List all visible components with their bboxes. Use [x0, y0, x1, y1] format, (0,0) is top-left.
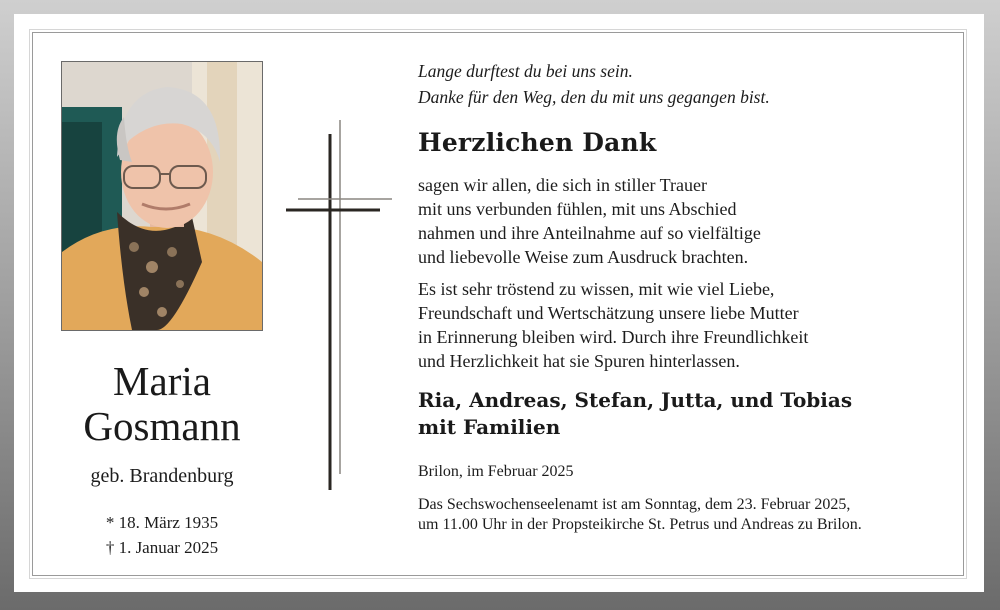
- deceased-name-block: [44, 359, 280, 560]
- life-dates: [44, 510, 280, 560]
- message-column: [418, 58, 968, 535]
- motto-line: Danke für den Weg, den du mit uns gegangen bist.: [418, 87, 770, 107]
- birth-date: * 18. März 1935: [105, 513, 219, 532]
- portrait-illustration: [62, 62, 262, 330]
- cross-icon: [284, 118, 394, 498]
- paragraph-line: nahmen und ihre Anteilnahme auf so vielfältige: [418, 223, 761, 243]
- heading: Herzlichen Dank: [418, 128, 657, 157]
- first-name: Maria: [113, 358, 211, 404]
- signers: [418, 387, 968, 441]
- paragraph-line: und liebevolle Weise zum Ausdruck brachten.: [418, 247, 749, 267]
- signers-line: Ria, Andreas, Stefan, Jutta, und Tobias: [418, 388, 853, 412]
- notice-line: Das Sechswochenseelenamt ist am Sonntag, dem 23. Februar 2025,: [418, 496, 851, 513]
- last-name: Gosmann: [83, 403, 241, 449]
- mass-notice: [418, 495, 968, 535]
- paragraph-line: Freundschaft und Wertschätzung unsere liebe Mutter: [418, 303, 799, 323]
- motto-line: Lange durftest du bei uns sein.: [418, 61, 633, 81]
- paragraph-line: Es ist sehr tröstend zu wissen, mit wie viel Liebe,: [418, 279, 775, 299]
- notice-line: um 11.00 Uhr in der Propsteikirche St. Petrus und Andreas zu Brilon.: [418, 516, 862, 533]
- paragraph-line: sagen wir allen, die sich in stiller Trauer: [418, 175, 707, 195]
- birth-name: geb. Brandenburg: [90, 465, 234, 487]
- thanks-paragraph: [418, 173, 968, 269]
- consolation-paragraph: [418, 277, 968, 373]
- paragraph-line: mit uns verbunden fühlen, mit uns Abschied: [418, 199, 737, 219]
- signers-line: mit Familien: [418, 415, 561, 439]
- paragraph-line: und Herzlichkeit hat sie Spuren hinterlassen.: [418, 351, 740, 371]
- death-date: † 1. Januar 2025: [105, 538, 219, 557]
- place-date: Brilon, im Februar 2025: [418, 463, 574, 480]
- obituary-card: [14, 14, 984, 592]
- paragraph-line: in Erinnerung bleiben wird. Durch ihre Freundlichkeit: [418, 327, 809, 347]
- motto: [418, 58, 968, 110]
- portrait-photo: [61, 61, 263, 331]
